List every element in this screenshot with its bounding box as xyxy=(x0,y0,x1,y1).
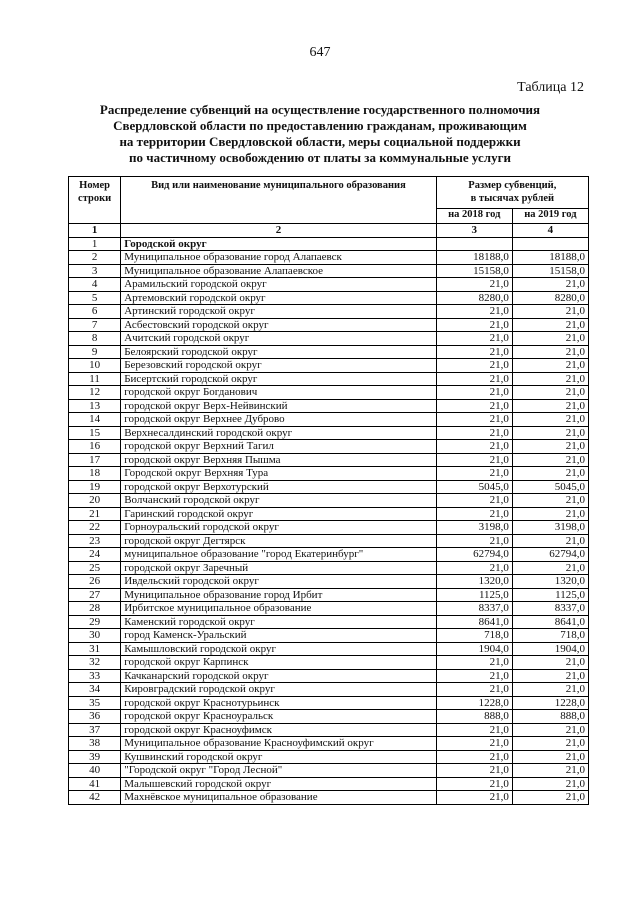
municipality-name: городской округ Заречный xyxy=(121,561,436,575)
value-2018: 21,0 xyxy=(436,507,512,521)
value-2018: 15158,0 xyxy=(436,264,512,278)
municipality-name: городской округ Верхняя Пышма xyxy=(121,453,436,467)
value-2018: 21,0 xyxy=(436,467,512,481)
header-subsidy-size-line1: Размер субвенций, xyxy=(468,180,557,191)
table-row xyxy=(69,764,589,778)
value-2018: 21,0 xyxy=(436,737,512,751)
value-2019: 21,0 xyxy=(512,791,588,805)
row-number: 17 xyxy=(69,453,121,467)
value-2018: 21,0 xyxy=(436,453,512,467)
row-number: 13 xyxy=(69,399,121,413)
table-row xyxy=(69,791,589,805)
row-number: 23 xyxy=(69,534,121,548)
empty-cell xyxy=(512,237,588,251)
row-number: 22 xyxy=(69,521,121,535)
table-row xyxy=(69,413,589,427)
table-row xyxy=(69,602,589,616)
municipality-name: Волчанский городской округ xyxy=(121,494,436,508)
table-row xyxy=(69,683,589,697)
table-row xyxy=(69,399,589,413)
value-2019: 5045,0 xyxy=(512,480,588,494)
table-row xyxy=(69,710,589,724)
column-index-row xyxy=(69,224,589,238)
municipality-name: Муниципальное образование город Ирбит xyxy=(121,588,436,602)
municipality-name: Арамильский городской округ xyxy=(121,278,436,292)
row-number: 10 xyxy=(69,359,121,373)
table-row xyxy=(69,669,589,683)
row-number: 6 xyxy=(69,305,121,319)
table-row xyxy=(69,750,589,764)
row-number: 1 xyxy=(69,237,121,251)
municipality-name: муниципальное образование "город Екатеринбург" xyxy=(121,548,436,562)
value-2018: 21,0 xyxy=(436,332,512,346)
row-number: 24 xyxy=(69,548,121,562)
table-row xyxy=(69,372,589,386)
row-number: 32 xyxy=(69,656,121,670)
municipality-name: Муниципальное образование город Алапаевск xyxy=(121,251,436,265)
row-number: 41 xyxy=(69,777,121,791)
value-2018: 21,0 xyxy=(436,791,512,805)
municipality-name: городской округ Богданович xyxy=(121,386,436,400)
value-2019: 21,0 xyxy=(512,305,588,319)
row-number: 19 xyxy=(69,480,121,494)
header-year-2018: на 2018 год xyxy=(436,209,512,224)
header-subsidy-size xyxy=(436,177,588,209)
table-row xyxy=(69,278,589,292)
value-2018: 21,0 xyxy=(436,372,512,386)
row-number: 29 xyxy=(69,615,121,629)
table-row xyxy=(69,548,589,562)
row-number: 14 xyxy=(69,413,121,427)
value-2019: 21,0 xyxy=(512,561,588,575)
row-number: 11 xyxy=(69,372,121,386)
value-2018: 888,0 xyxy=(436,710,512,724)
header-name: Вид или наименование муниципального образования xyxy=(121,177,436,224)
value-2019: 21,0 xyxy=(512,723,588,737)
value-2018: 1228,0 xyxy=(436,696,512,710)
row-number: 27 xyxy=(69,588,121,602)
value-2019: 21,0 xyxy=(512,453,588,467)
municipality-name: Артемовский городской округ xyxy=(121,291,436,305)
table-row xyxy=(69,467,589,481)
table-row xyxy=(69,440,589,454)
value-2018: 21,0 xyxy=(436,656,512,670)
value-2018: 1320,0 xyxy=(436,575,512,589)
row-number: 38 xyxy=(69,737,121,751)
table-row xyxy=(69,723,589,737)
value-2019: 21,0 xyxy=(512,750,588,764)
table-row xyxy=(69,426,589,440)
value-2019: 18188,0 xyxy=(512,251,588,265)
row-number: 2 xyxy=(69,251,121,265)
value-2018: 21,0 xyxy=(436,723,512,737)
index-cell: 1 xyxy=(69,224,121,238)
header-subsidy-size-line2: в тысячах рублей xyxy=(470,193,555,204)
municipality-name: городской округ Красноуфимск xyxy=(121,723,436,737)
value-2018: 18188,0 xyxy=(436,251,512,265)
municipality-name: Бисертский городской округ xyxy=(121,372,436,386)
value-2019: 21,0 xyxy=(512,359,588,373)
value-2019: 21,0 xyxy=(512,764,588,778)
table-row xyxy=(69,534,589,548)
value-2018: 8280,0 xyxy=(436,291,512,305)
title-line: на территории Свердловской области, меры социальной поддержки xyxy=(119,134,521,149)
municipality-name: Ивдельский городской округ xyxy=(121,575,436,589)
value-2019: 21,0 xyxy=(512,683,588,697)
row-number: 12 xyxy=(69,386,121,400)
municipality-name: Кушвинский городской округ xyxy=(121,750,436,764)
municipality-name: Кировградский городской округ xyxy=(121,683,436,697)
municipality-name: Муниципальное образование Алапаевское xyxy=(121,264,436,278)
municipality-name: Муниципальное образование Красноуфимский округ xyxy=(121,737,436,751)
row-number: 34 xyxy=(69,683,121,697)
table-row xyxy=(69,332,589,346)
value-2019: 21,0 xyxy=(512,467,588,481)
page-number: 647 xyxy=(309,45,331,60)
value-2018: 21,0 xyxy=(436,278,512,292)
row-number: 7 xyxy=(69,318,121,332)
row-number: 28 xyxy=(69,602,121,616)
table-row xyxy=(69,629,589,643)
value-2019: 21,0 xyxy=(512,737,588,751)
value-2018: 1904,0 xyxy=(436,642,512,656)
table-row xyxy=(69,656,589,670)
value-2018: 21,0 xyxy=(436,318,512,332)
municipality-name: городской округ Дегтярск xyxy=(121,534,436,548)
value-2019: 21,0 xyxy=(512,656,588,670)
value-2019: 21,0 xyxy=(512,332,588,346)
value-2019: 21,0 xyxy=(512,777,588,791)
row-number: 33 xyxy=(69,669,121,683)
title-line: по частичному освобождению от платы за коммунальные услуги xyxy=(129,150,511,165)
value-2019: 1228,0 xyxy=(512,696,588,710)
municipality-name: Асбестовский городской округ xyxy=(121,318,436,332)
row-number: 18 xyxy=(69,467,121,481)
header-row-number-line1: Номер xyxy=(79,180,111,191)
table-header-row xyxy=(69,177,589,209)
municipality-name: городской округ Краснотурьинск xyxy=(121,696,436,710)
header-row-number xyxy=(69,177,121,224)
row-number: 21 xyxy=(69,507,121,521)
table-row xyxy=(69,521,589,535)
value-2018: 21,0 xyxy=(436,561,512,575)
municipality-name: городской округ Красноуральск xyxy=(121,710,436,724)
row-number: 16 xyxy=(69,440,121,454)
value-2019: 21,0 xyxy=(512,440,588,454)
municipality-name: Ирбитское муниципальное образование xyxy=(121,602,436,616)
municipality-name: Качканарский городской округ xyxy=(121,669,436,683)
table-row xyxy=(69,318,589,332)
value-2018: 21,0 xyxy=(436,399,512,413)
row-number: 15 xyxy=(69,426,121,440)
value-2018: 21,0 xyxy=(436,440,512,454)
row-number: 9 xyxy=(69,345,121,359)
value-2019: 21,0 xyxy=(512,494,588,508)
index-cell: 3 xyxy=(436,224,512,238)
header-row-number-line2: строки xyxy=(78,193,112,204)
value-2018: 8641,0 xyxy=(436,615,512,629)
group-name: Городской округ xyxy=(121,237,436,251)
value-2019: 15158,0 xyxy=(512,264,588,278)
municipality-name: город Каменск-Уральский xyxy=(121,629,436,643)
header-year-2019: на 2019 год xyxy=(512,209,588,224)
value-2019: 21,0 xyxy=(512,426,588,440)
row-number: 42 xyxy=(69,791,121,805)
empty-cell xyxy=(436,237,512,251)
row-number: 3 xyxy=(69,264,121,278)
table-label: Таблица 12 xyxy=(517,80,584,95)
value-2018: 21,0 xyxy=(436,534,512,548)
value-2018: 21,0 xyxy=(436,669,512,683)
value-2018: 21,0 xyxy=(436,426,512,440)
value-2019: 21,0 xyxy=(512,372,588,386)
value-2019: 21,0 xyxy=(512,413,588,427)
value-2018: 21,0 xyxy=(436,359,512,373)
value-2018: 3198,0 xyxy=(436,521,512,535)
municipality-name: Ачитский городской округ xyxy=(121,332,436,346)
value-2018: 1125,0 xyxy=(436,588,512,602)
table-row xyxy=(69,615,589,629)
municipality-name: Каменский городской округ xyxy=(121,615,436,629)
value-2018: 21,0 xyxy=(436,345,512,359)
table-row xyxy=(69,453,589,467)
municipality-name: Камышловский городской округ xyxy=(121,642,436,656)
row-number: 31 xyxy=(69,642,121,656)
row-number: 25 xyxy=(69,561,121,575)
value-2018: 8337,0 xyxy=(436,602,512,616)
index-cell: 4 xyxy=(512,224,588,238)
table-row xyxy=(69,305,589,319)
row-number: 8 xyxy=(69,332,121,346)
value-2018: 21,0 xyxy=(436,386,512,400)
value-2019: 21,0 xyxy=(512,669,588,683)
row-number: 30 xyxy=(69,629,121,643)
table-row xyxy=(69,561,589,575)
table-row xyxy=(69,480,589,494)
table-row xyxy=(69,575,589,589)
municipality-name: "Городской округ "Город Лесной" xyxy=(121,764,436,778)
document-title xyxy=(60,102,580,166)
value-2019: 21,0 xyxy=(512,507,588,521)
row-number: 20 xyxy=(69,494,121,508)
row-number: 5 xyxy=(69,291,121,305)
municipality-name: Махнёвское муниципальное образование xyxy=(121,791,436,805)
table-row xyxy=(69,291,589,305)
value-2018: 5045,0 xyxy=(436,480,512,494)
value-2018: 21,0 xyxy=(436,413,512,427)
value-2019: 1125,0 xyxy=(512,588,588,602)
value-2019: 21,0 xyxy=(512,386,588,400)
value-2019: 8337,0 xyxy=(512,602,588,616)
value-2018: 21,0 xyxy=(436,683,512,697)
municipality-name: городской округ Верх-Нейвинский xyxy=(121,399,436,413)
value-2019: 3198,0 xyxy=(512,521,588,535)
table-row xyxy=(69,737,589,751)
row-number: 36 xyxy=(69,710,121,724)
row-number: 37 xyxy=(69,723,121,737)
value-2019: 62794,0 xyxy=(512,548,588,562)
value-2018: 21,0 xyxy=(436,764,512,778)
value-2019: 1904,0 xyxy=(512,642,588,656)
table-row xyxy=(69,264,589,278)
municipality-name: Городской округ Верхняя Тура xyxy=(121,467,436,481)
table-row xyxy=(69,386,589,400)
row-number: 4 xyxy=(69,278,121,292)
table-row xyxy=(69,251,589,265)
table-row xyxy=(69,507,589,521)
table-row xyxy=(69,588,589,602)
value-2019: 21,0 xyxy=(512,318,588,332)
value-2019: 8641,0 xyxy=(512,615,588,629)
value-2018: 21,0 xyxy=(436,750,512,764)
municipality-name: Гаринский городской округ xyxy=(121,507,436,521)
municipality-name: городской округ Верхний Тагил xyxy=(121,440,436,454)
municipality-name: Белоярский городской округ xyxy=(121,345,436,359)
index-cell: 2 xyxy=(121,224,436,238)
row-number: 39 xyxy=(69,750,121,764)
row-number: 35 xyxy=(69,696,121,710)
value-2018: 21,0 xyxy=(436,777,512,791)
municipality-name: Березовский городской округ xyxy=(121,359,436,373)
municipality-name: городской округ Верхнее Дуброво xyxy=(121,413,436,427)
table-row xyxy=(69,696,589,710)
value-2019: 888,0 xyxy=(512,710,588,724)
value-2019: 1320,0 xyxy=(512,575,588,589)
municipality-name: Горноуральский городской округ xyxy=(121,521,436,535)
municipality-name: Верхнесалдинский городской округ xyxy=(121,426,436,440)
row-number: 40 xyxy=(69,764,121,778)
table-row xyxy=(69,777,589,791)
municipality-name: Малышевский городской округ xyxy=(121,777,436,791)
value-2019: 718,0 xyxy=(512,629,588,643)
value-2019: 21,0 xyxy=(512,399,588,413)
value-2018: 21,0 xyxy=(436,305,512,319)
table-row xyxy=(69,359,589,373)
value-2019: 21,0 xyxy=(512,345,588,359)
table-row xyxy=(69,642,589,656)
subsidy-table xyxy=(68,176,589,805)
row-number: 26 xyxy=(69,575,121,589)
table-row xyxy=(69,494,589,508)
value-2018: 62794,0 xyxy=(436,548,512,562)
municipality-name: Артинский городской округ xyxy=(121,305,436,319)
title-line: Распределение субвенций на осуществление государственного полномочия xyxy=(99,102,541,117)
table-row xyxy=(69,345,589,359)
value-2019: 21,0 xyxy=(512,534,588,548)
value-2019: 21,0 xyxy=(512,278,588,292)
value-2019: 8280,0 xyxy=(512,291,588,305)
municipality-name: городской округ Карпинск xyxy=(121,656,436,670)
value-2018: 718,0 xyxy=(436,629,512,643)
value-2018: 21,0 xyxy=(436,494,512,508)
group-row xyxy=(69,237,589,251)
municipality-name: городской округ Верхотурский xyxy=(121,480,436,494)
title-line: Свердловской области по предоставлению гражданам, проживающим xyxy=(113,118,527,133)
